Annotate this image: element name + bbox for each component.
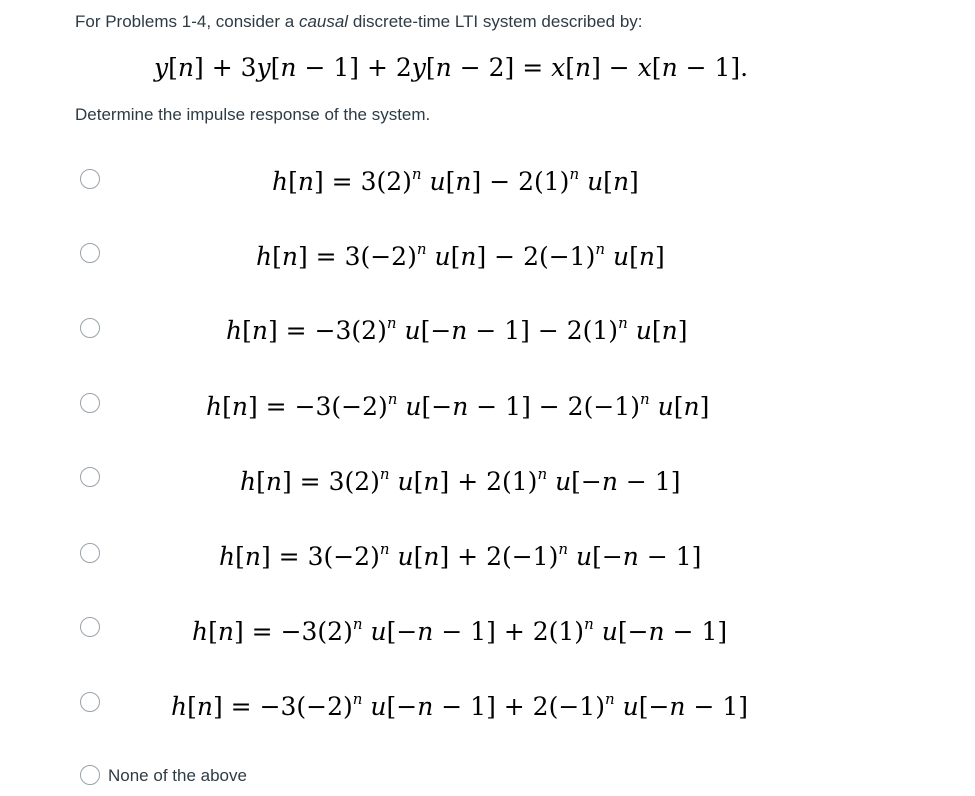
intro-text-after: discrete-time LTI system described by:	[352, 12, 643, 31]
option-formula-4: $h[n] = -3(-2)^n$ $u[-n - 1] - 2(-1)^n$ u[n]	[206, 390, 710, 421]
answer-option-7[interactable]	[0, 610, 975, 654]
option-formula-1: $h[n] = 3(2)^n$ $u[n] - 2(1)^n$ u[n]	[272, 165, 639, 196]
radio-button-3[interactable]	[80, 318, 100, 338]
option-formula-5: $h[n] = 3(2)^n$ $u[n] + 2(1)^n$ u[−n − 1]	[240, 465, 681, 496]
option-formula-2: $h[n] = 3(-2)^n$ $u[n] - 2(-1)^n$ u[n]	[256, 240, 665, 271]
answer-option-3[interactable]	[0, 309, 975, 353]
problem-statement	[75, 11, 643, 33]
difference-equation: y[n] + 3y[n − 1] + 2y[n − 2] = x[n] − x[n − 1].	[154, 53, 749, 82]
option-formula-3: $h[n] = -3(2)^n$ $u[-n - 1] - 2(1)^n$ u[n]	[226, 314, 688, 345]
option-formula-7: $h[n] = -3(2)^n$ $u[-n - 1] + 2(1)^n$ u[−n − 1]	[192, 615, 728, 646]
none-option-label: None of the above	[108, 766, 247, 785]
answer-option-4[interactable]	[0, 385, 975, 429]
radio-button-7[interactable]	[80, 617, 100, 637]
option-formula-8: $h[n] = -3(-2)^n$ $u[-n - 1] + 2(-1)^n$ u[−n − 1]	[171, 690, 748, 721]
option-formula-6: $h[n] = 3(-2)^n$ $u[n] + 2(-1)^n$ u[−n − 1]	[219, 540, 702, 571]
answer-option-8[interactable]	[0, 685, 975, 729]
answer-option-5[interactable]	[0, 460, 975, 504]
radio-button-8[interactable]	[80, 692, 100, 712]
radio-button-6[interactable]	[80, 543, 100, 563]
answer-option-1[interactable]	[0, 160, 975, 204]
intro-text-before: For Problems 1-4, consider a	[75, 12, 295, 31]
answer-option-none[interactable]	[0, 760, 975, 790]
radio-button-2[interactable]	[80, 243, 100, 263]
radio-button-none[interactable]	[80, 765, 100, 785]
radio-button-4[interactable]	[80, 393, 100, 413]
answer-option-6[interactable]	[0, 535, 975, 579]
radio-button-1[interactable]	[80, 169, 100, 189]
answer-option-2[interactable]	[0, 235, 975, 279]
question-prompt: Determine the impulse response of the system.	[75, 105, 431, 124]
radio-button-5[interactable]	[80, 467, 100, 487]
intro-text-emphasis: causal	[298, 12, 349, 31]
